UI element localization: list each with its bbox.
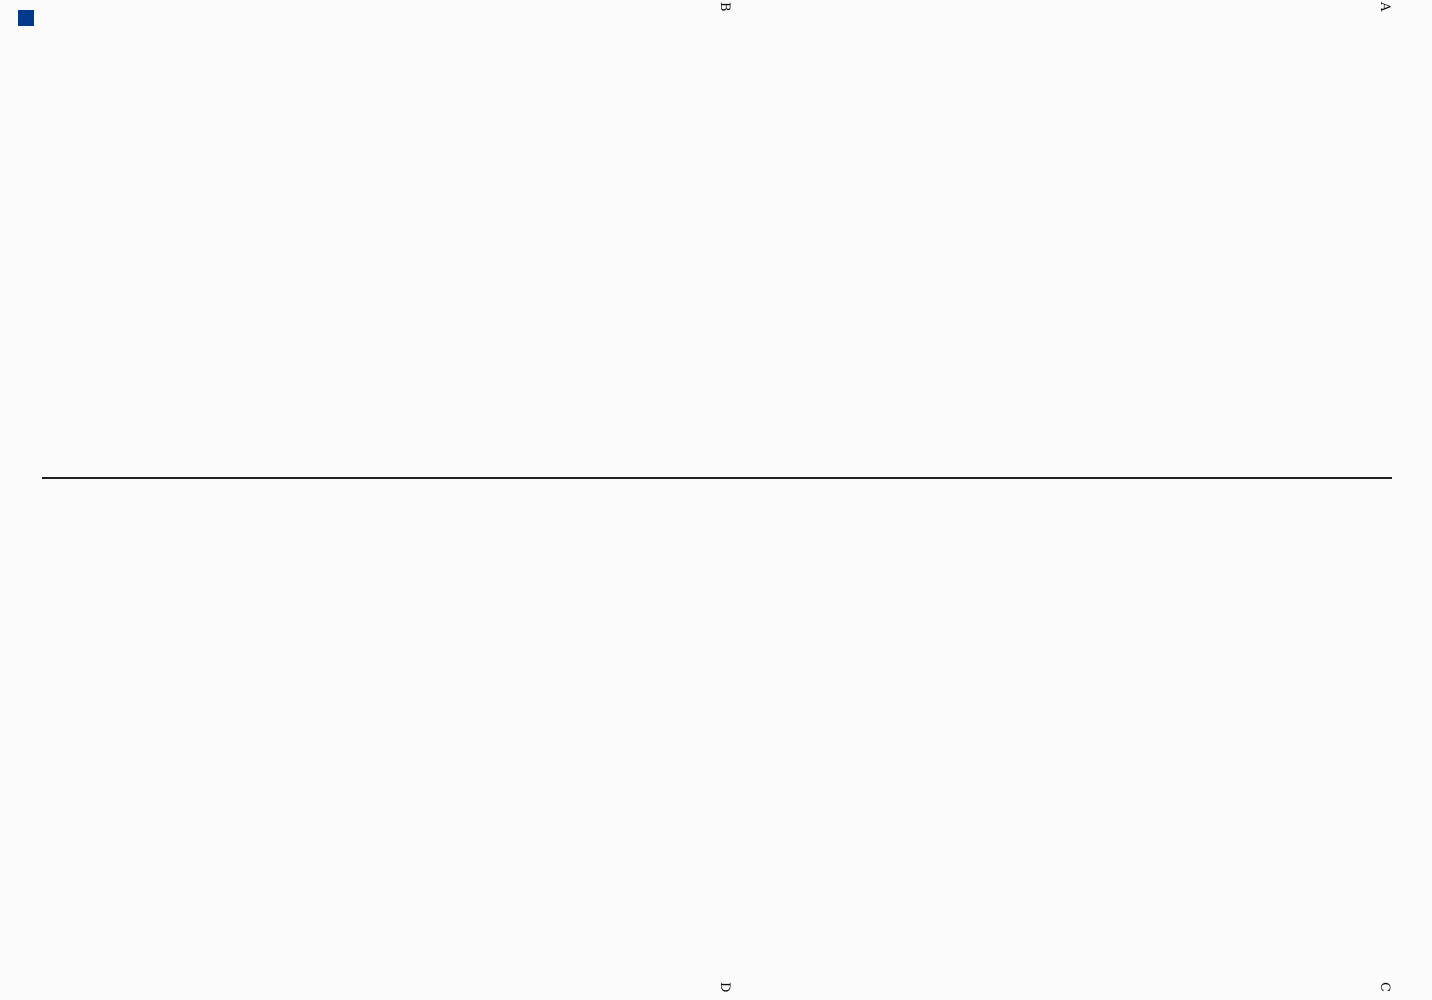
page-header: [1394, 0, 1424, 1000]
margin-marker-d: D: [717, 982, 732, 993]
margin-marker-b: B: [717, 2, 732, 12]
dfg-logo: [18, 10, 34, 26]
column-divider: [42, 477, 1392, 479]
margin-marker-a: A: [1377, 2, 1392, 12]
right-column-text: [42, 510, 1392, 940]
margin-marker-c: C: [1377, 982, 1392, 992]
left-column-text: [42, 20, 1392, 450]
